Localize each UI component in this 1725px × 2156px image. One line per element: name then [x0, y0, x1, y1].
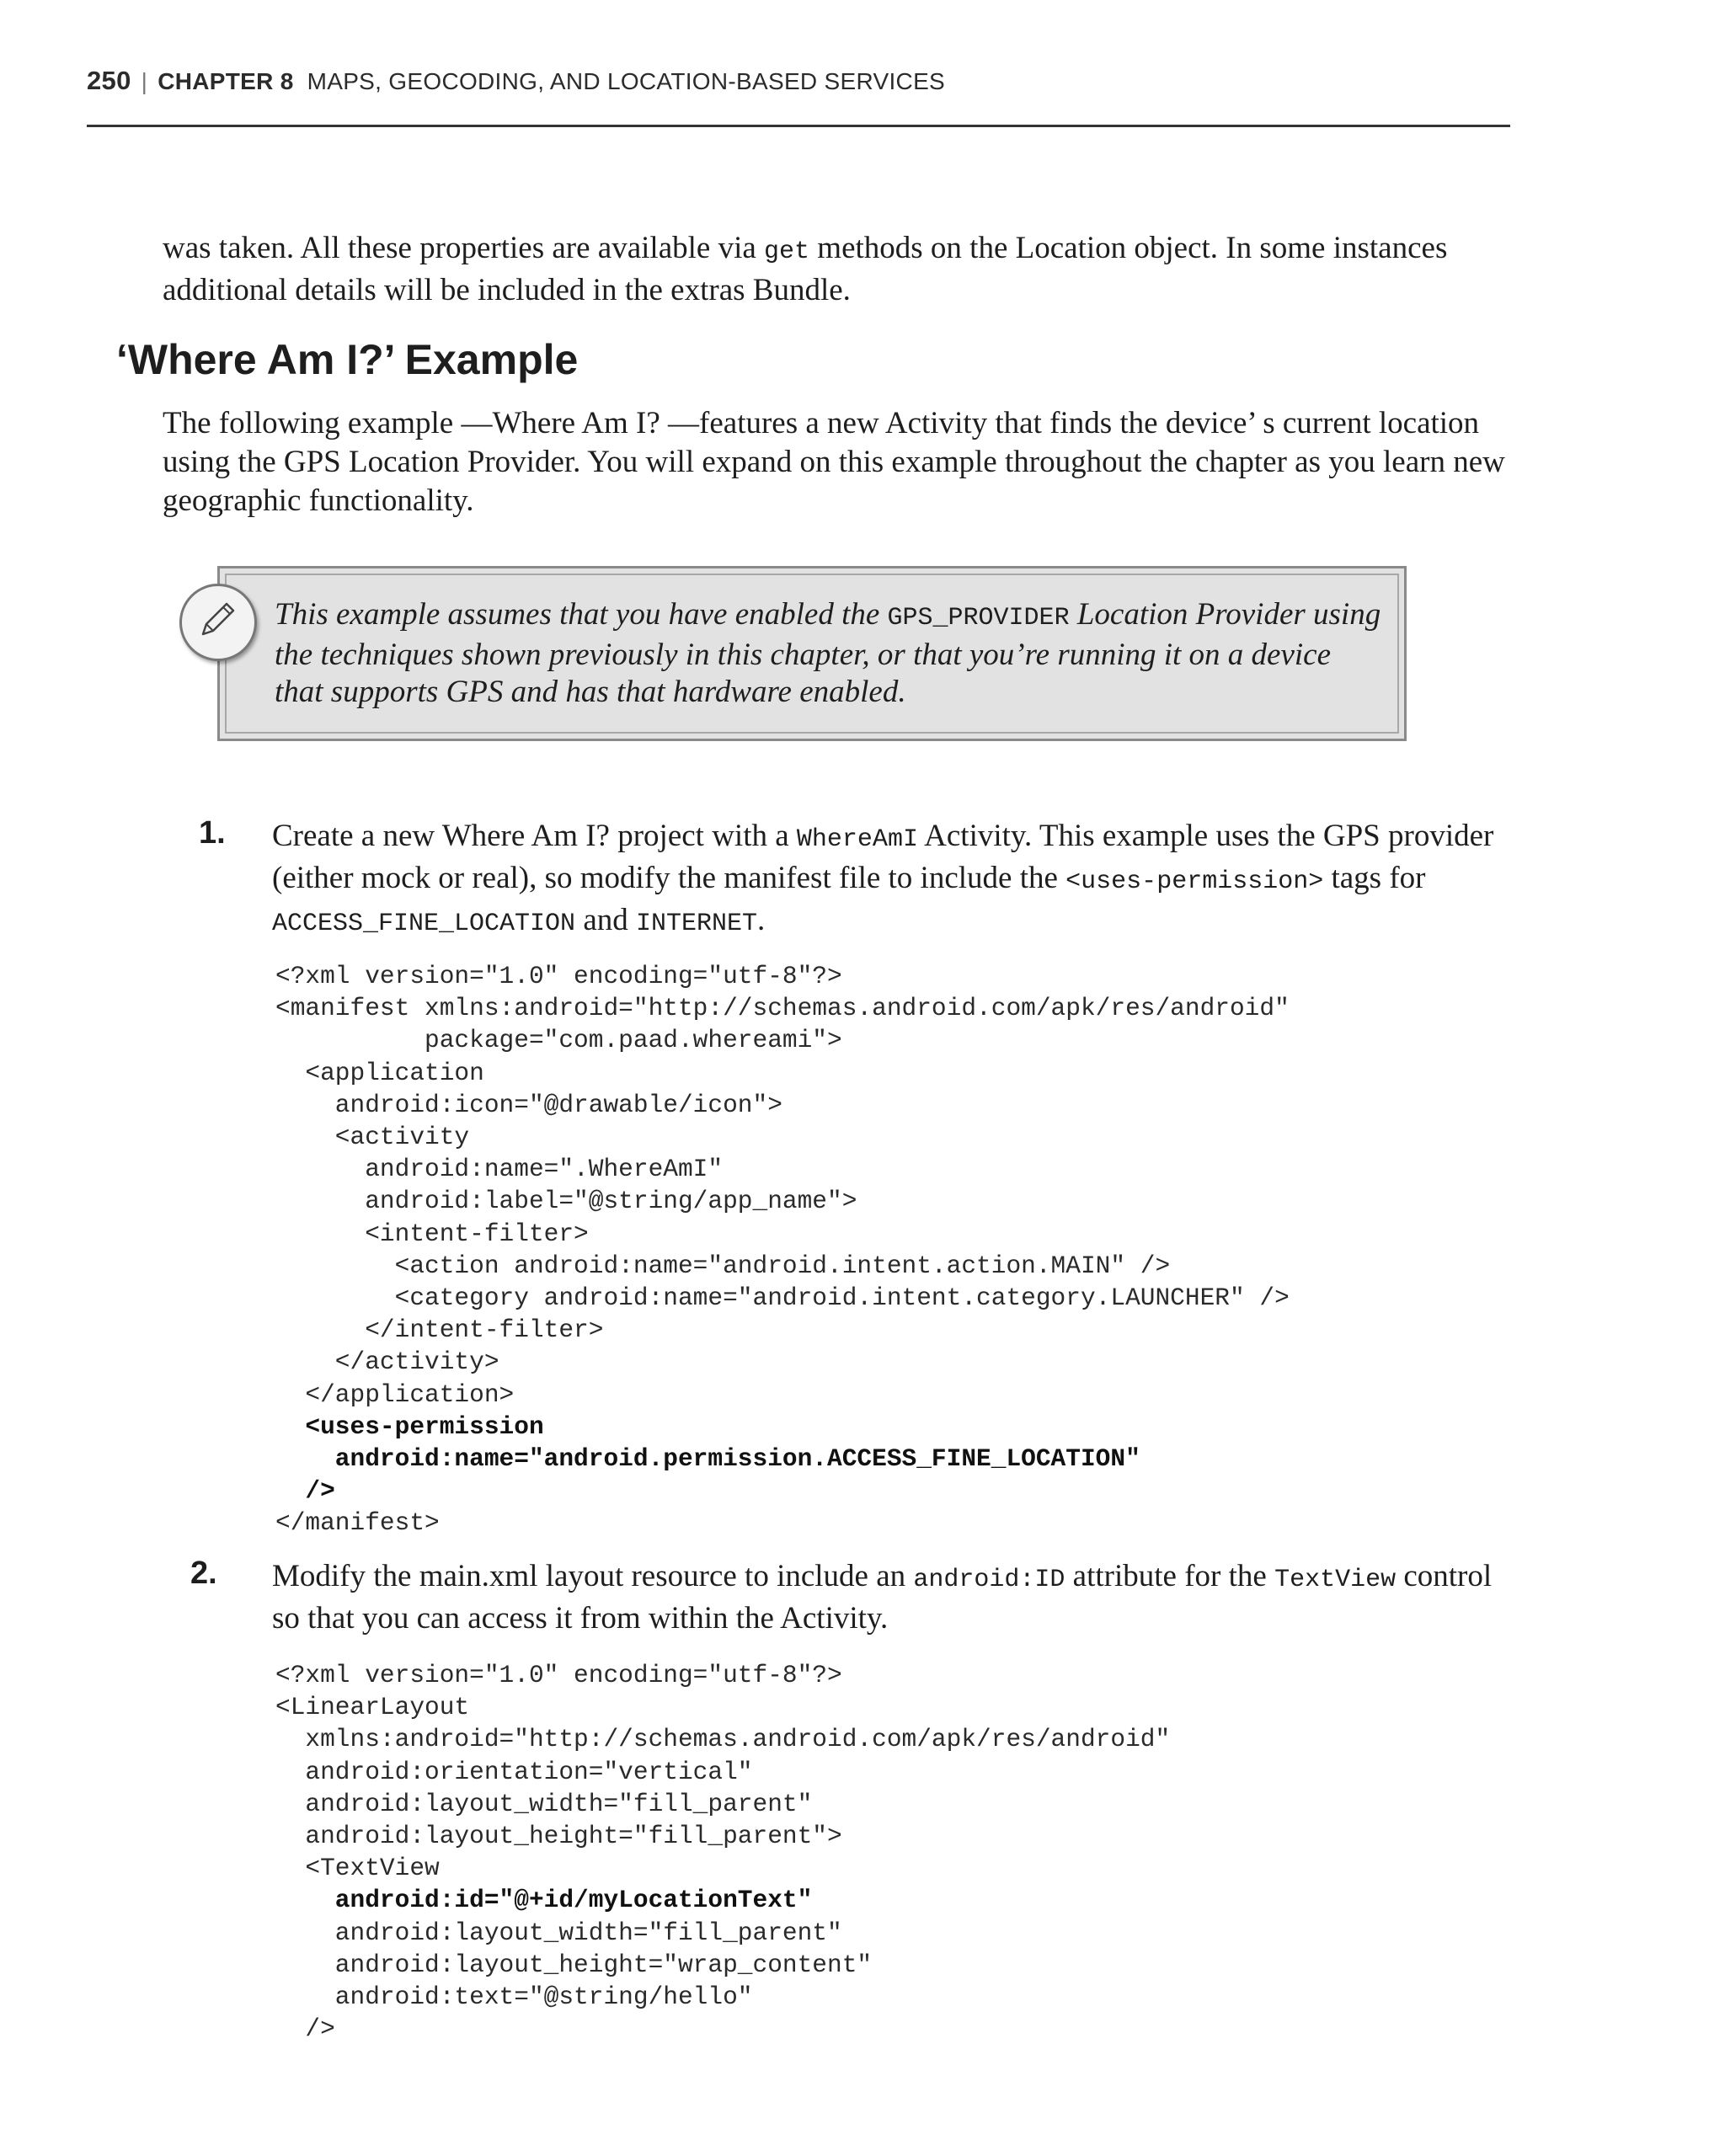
step1-text-c: tags for — [1323, 861, 1426, 895]
section-paragraph: The following example —Where Am I? —features a new Activity that finds the device’ s current location using the GPS Location Provider. You will expand on this example throughout the chapter as you learn new geographic functionality. — [163, 406, 1505, 518]
code-line: android:orientation="vertical" — [275, 1757, 753, 1786]
code-line: android:label="@string/app_name"> — [275, 1187, 857, 1216]
step1-text-b: Activity. This example uses the GPS provider (either mock or real), so modify the manifest file to include the — [272, 819, 1494, 895]
step1-text-a: Create a new Where Am I? project with a — [272, 819, 797, 853]
step-number: 1. — [199, 815, 226, 851]
step-text — [272, 817, 1519, 943]
code-line: <action android:name="android.intent.action.MAIN" /> — [275, 1251, 1171, 1280]
code-line: android:layout_width="fill_parent" — [275, 1918, 842, 1947]
code-line: <TextView — [275, 1854, 440, 1883]
header-rule — [87, 125, 1510, 127]
code-line: <LinearLayout — [275, 1693, 470, 1722]
code-line: <?xml version="1.0" encoding="utf-8"?> — [275, 962, 842, 990]
code-line: android:name="android.permission.ACCESS_FINE_LOCATION" — [275, 1444, 1140, 1474]
intro-code: get — [764, 237, 810, 266]
page-number: 250 — [87, 66, 131, 95]
step2-text-b: attribute for the — [1065, 1559, 1275, 1593]
intro-paragraph — [163, 229, 1519, 310]
intro-text-a: was taken. All these properties are available via — [163, 231, 765, 265]
header-separator: | — [141, 68, 148, 94]
code-line: </manifest> — [275, 1508, 440, 1538]
code-listing — [275, 1659, 1170, 2045]
section-heading: ‘Where Am I?’ Example — [116, 336, 579, 383]
code-line: <activity — [275, 1123, 470, 1152]
step1-code-2: <uses-permission> — [1065, 867, 1324, 896]
chapter-label: CHAPTER 8 — [158, 68, 294, 94]
chapter-title: MAPS, GEOCODING, AND LOCATION-BASED SERVICES — [307, 68, 946, 94]
step2-code-1: android:ID — [913, 1566, 1065, 1594]
note-code: GPS_PROVIDER — [887, 604, 1070, 632]
code-line: android:text="@string/hello" — [275, 1983, 753, 2012]
code-listing — [275, 960, 1290, 1540]
step1-code-3: ACCESS_FINE_LOCATION — [272, 910, 576, 938]
note-text-b: Location Provider using the techniques shown previously in this chapter, or that you’re running it on a device that supports GPS and has that hardware enabled. — [275, 597, 1381, 709]
code-line: android:id="@+id/myLocationText" — [275, 1886, 813, 1915]
intro-text-b: methods on the Location object. In some instances additional details will be included in the extras Bundle. — [163, 231, 1448, 307]
step-number: 2. — [190, 1556, 217, 1591]
step-text — [272, 1557, 1519, 1638]
step1-code-1: WhereAmI — [796, 825, 918, 854]
code-line: /> — [275, 1476, 335, 1506]
code-line: xmlns:android="http://schemas.android.com/apk/res/android" — [275, 1725, 1171, 1754]
step1-text-e: . — [757, 903, 766, 937]
pencil-icon — [179, 584, 257, 661]
code-line: /> — [275, 2015, 335, 2044]
code-line: android:icon="@drawable/icon"> — [275, 1090, 782, 1119]
code-line: <category android:name="android.intent.category.LAUNCHER" /> — [275, 1283, 1290, 1313]
code-line: <application — [275, 1058, 484, 1087]
step1-code-4: INTERNET — [636, 910, 758, 938]
step2-code-2: TextView — [1274, 1566, 1397, 1594]
code-line: <?xml version="1.0" encoding="utf-8"?> — [275, 1661, 842, 1689]
code-line: <manifest xmlns:android="http://schemas.android.com/apk/res/android" — [275, 994, 1290, 1023]
code-line: </application> — [275, 1380, 515, 1409]
step2-text-c: control so that you can access it from within the Activity. — [272, 1559, 1493, 1636]
code-line: <uses-permission — [275, 1412, 544, 1441]
code-line: <intent-filter> — [275, 1219, 589, 1248]
step1-text-d: and — [575, 903, 636, 937]
code-line: </activity> — [275, 1348, 499, 1377]
step2-text-a: Modify the main.xml layout resource to include an — [272, 1559, 914, 1593]
note-text-a: This example assumes that you have enabled the — [275, 597, 888, 632]
code-line: </intent-filter> — [275, 1315, 604, 1345]
note-text — [275, 596, 1386, 711]
code-line: android:layout_width="fill_parent" — [275, 1789, 813, 1818]
code-line: android:layout_height="wrap_content" — [275, 1950, 873, 1979]
code-line: android:name=".WhereAmI" — [275, 1155, 724, 1184]
code-line: package="com.paad.whereami"> — [275, 1026, 842, 1055]
running-header — [87, 66, 1510, 96]
code-line: android:layout_height="fill_parent"> — [275, 1822, 842, 1851]
